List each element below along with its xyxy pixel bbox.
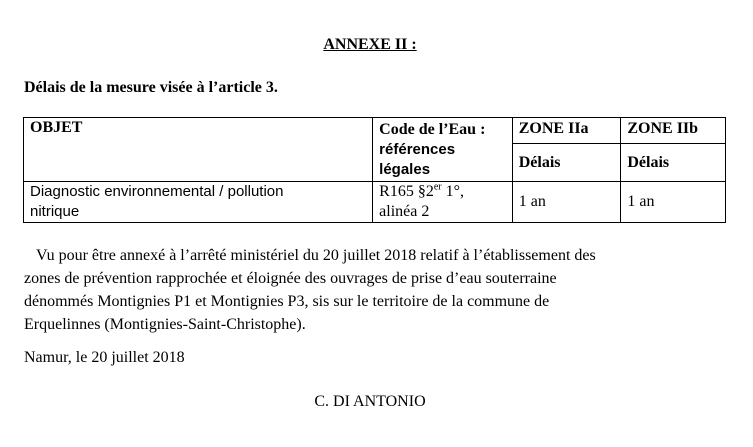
cell-code-pre: R165 §2 xyxy=(379,183,434,200)
header-code-line1: Code de l’Eau : xyxy=(379,121,486,138)
table-row xyxy=(24,182,726,223)
cell-code-line1 xyxy=(379,182,506,202)
header-objet: OBJET xyxy=(24,118,373,182)
cell-zone-iib: 1 an xyxy=(621,182,726,223)
annex-subtitle: Délais de la mesure visée à l’article 3. xyxy=(24,79,278,96)
paragraph-line3: dénommés Montignies P1 et Montignies P3, sis sur le territoire de la commune de xyxy=(24,293,550,310)
paragraph-line2: zones de prévention rapprochée et éloignée des ouvrages de prise d’eau souterraine xyxy=(24,270,557,287)
header-code-de-leau xyxy=(373,118,513,182)
cell-objet xyxy=(24,182,373,223)
header-code-line3: légales xyxy=(379,161,431,178)
paragraph-line1: Vu pour être annexé à l’arrêté ministériel du 20 juillet 2018 relatif à l’établissement des xyxy=(36,247,596,264)
header-delais-iia: Délais xyxy=(512,144,621,182)
signature: C. DI ANTONIO xyxy=(314,393,426,410)
cell-code-sup: er xyxy=(433,181,442,193)
delays-table xyxy=(23,117,726,223)
place-date: Namur, le 20 juillet 2018 xyxy=(24,349,185,366)
header-zone-iib: ZONE IIb xyxy=(621,118,726,144)
cell-code-line2: alinéa 2 xyxy=(379,203,430,220)
cell-objet-line2: nitrique xyxy=(30,203,80,220)
cell-objet-line1: Diagnostic environnemental / pollution xyxy=(30,183,284,200)
header-zone-iia: ZONE IIa xyxy=(512,118,621,144)
header-code-line2: références xyxy=(379,141,456,158)
cell-code xyxy=(373,182,513,223)
cell-zone-iia: 1 an xyxy=(512,182,621,223)
paragraph-line4: Erquelinnes (Montignies-Saint-Christophe). xyxy=(24,316,306,333)
annex-paragraph xyxy=(24,244,724,336)
cell-code-post: 1°, xyxy=(441,183,465,200)
header-delais-iib: Délais xyxy=(621,144,726,182)
table-header-row xyxy=(24,118,726,144)
annex-title: ANNEXE II : xyxy=(323,36,417,53)
